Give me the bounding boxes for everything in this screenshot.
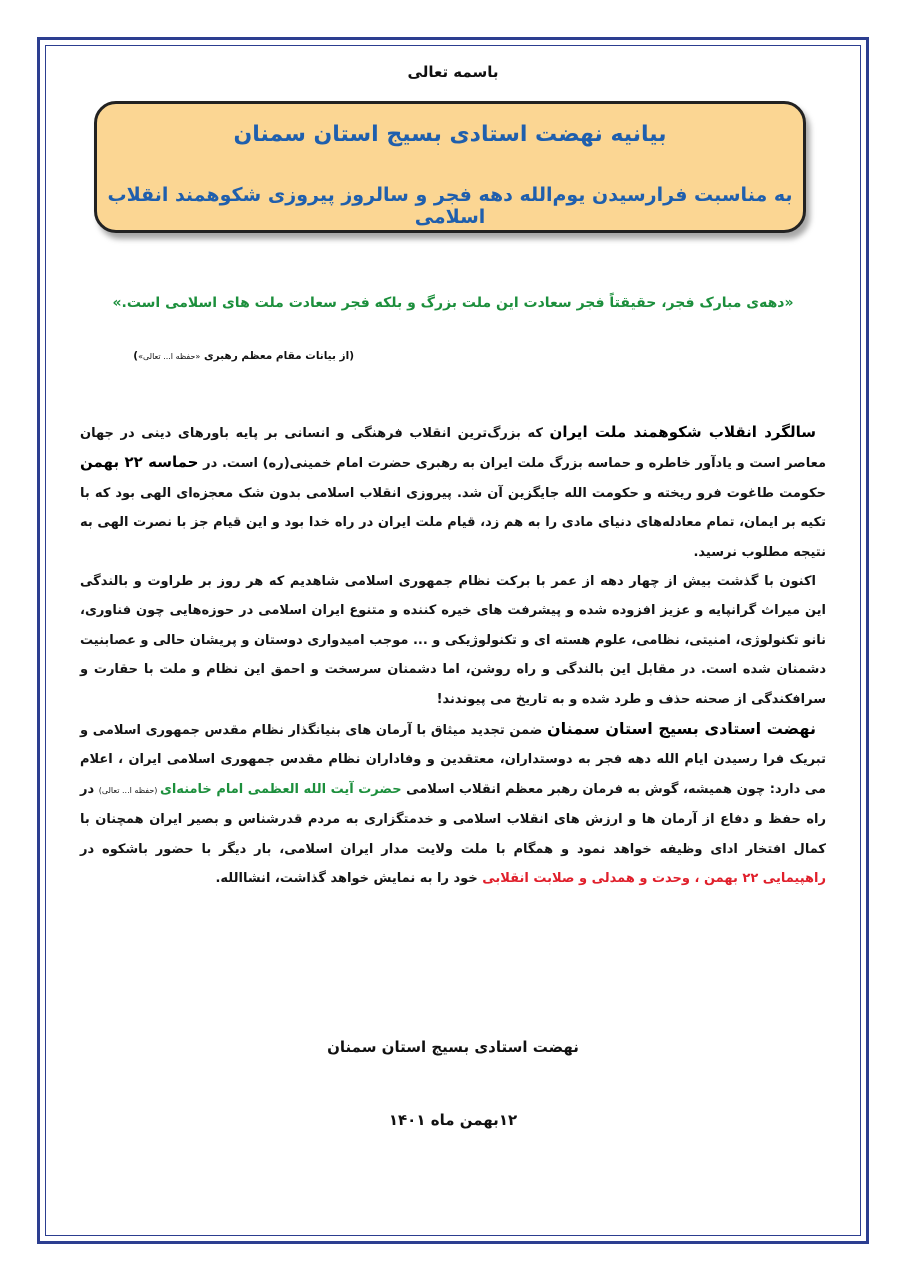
quote-source-text: (از بیانات مقام معظم رهبری bbox=[203, 350, 354, 362]
quote-source-close: ) bbox=[133, 350, 139, 362]
statement-title: بیانیه نهضت استادی بسیج استان سمنان bbox=[233, 122, 667, 147]
paragraph1-text1: که بزرگ‌ترین انقلاب فرهنگی و انسانی بر پایه باورهای دینی در جهان معاصر است و یادآور خاطره و حماسه بزرگ ملت ایران به رهبری حضرت امام خمینی(ره) است. در bbox=[80, 426, 826, 472]
leader-honorific: (حفظه ا... تعالی) bbox=[98, 785, 160, 795]
paragraph-pledge bbox=[80, 714, 826, 893]
paragraph2-text: اکنون با گذشت بیش از چهار دهه از عمر با برکت نظام جمهوری اسلامی شاهدیم که هر روز بر طراوت و بالندگی این میراث گرانپایه و عزیز افزوده شده و پیشرفت های خیره کننده و متنوع ایران اسلامی در حوزه‌هایی چون فناوری، نانو تکنولوژی، امنیتی، نظامی، علوم هسته ای و تکنولوژیکی و ... موجب امیدواری دوستان و پریشان حالی و عصابنیت دشمنان شده است. در مقابل این بالندگی و راه روشن، اما دشمنان سرسخت و احمق این نظام و ملت با حقارت و سرافکندگی از صحنه حذف و طرد شده و به تاریخ می پیوندند! bbox=[80, 574, 826, 707]
statement-subtitle: به مناسبت فرارسیدن یوم‌الله دهه فجر و سالروز پیروزی شکوهمند انقلاب اسلامی bbox=[107, 184, 793, 228]
basmala-header: باسمه تعالی bbox=[407, 63, 499, 81]
signature: نهضت استادی بسیج استان سمنان bbox=[327, 1038, 579, 1056]
paragraph3-text3: خود را به نمایش خواهد گذاشت، انشاالله. bbox=[215, 871, 483, 887]
quote-source bbox=[133, 350, 354, 362]
quote-source-honorific: «حفظه ا... تعالی» bbox=[138, 352, 201, 361]
paragraph1-emphasis: حماسه ۲۲ بهمن bbox=[80, 453, 199, 472]
paragraph3-lead: نهضت استادی بسیج استان سمنان bbox=[547, 719, 816, 739]
statement-date: ۱۲بهمن ماه ۱۴۰۱ bbox=[388, 1111, 518, 1129]
paragraph-progress bbox=[80, 567, 826, 714]
title-box bbox=[94, 101, 806, 233]
paragraph3-text2: در راه حفظ و دفاع از آرمان ها و ارزش های انقلاب اسلامی و خدمتگزاری به مردم قدرشناس و بصیر ایران همچنان با کمال افتخار ادای وظیفه خواهد نمود و همگام با ملت ولایت مدار ایران اسلامی، بار دیگر با حضور باشکوه در bbox=[80, 781, 826, 857]
statement-body bbox=[80, 418, 826, 894]
paragraph-anniversary bbox=[80, 418, 826, 567]
paragraph3-text1: ضمن تجدید میثاق با آرمان های بنیانگذار نظام مقدس جمهوری اسلامی و تبریک فرا رسیدن ایام الله دهه فجر به دوستداران، معتقدین و وفاداران نظام مقدس جمهوری اسلامی ایران ، اعلام می دارد: چون همیشه، گوش به فرمان رهبر معظم انقلاب اسلامی bbox=[80, 723, 826, 797]
leader-quote: «دهه‌ی مبارک فجر، حقیقتاً فجر سعادت این ملت بزرگ و بلکه فجر سعادت ملت های اسلامی است.» bbox=[112, 295, 794, 311]
document-content bbox=[62, 55, 844, 1215]
rally-highlight: راهپیمایی ۲۲ بهمن ، وحدت و همدلی و صلابت انقلابی bbox=[482, 871, 826, 887]
leader-name: حضرت آیت الله العظمی امام خامنه‌ای bbox=[159, 781, 402, 797]
paragraph1-text2: حکومت طاغوت فرو ریخته و حکومت الله جایگزین آن شد. پیروزی انقلاب اسلامی بدون شک معجزه‌ای الهی بود که با تکیه بر ایمان، تمام معادله‌های دنیای مادی را به هم زد، قیام ملت ایران در راه خدا بود و این قیام جز با نصرت الهی به نتیجه مطلوب نرسید. bbox=[80, 485, 826, 560]
paragraph1-lead: سالگرد انقلاب شکوهمند ملت ایران bbox=[549, 423, 816, 441]
